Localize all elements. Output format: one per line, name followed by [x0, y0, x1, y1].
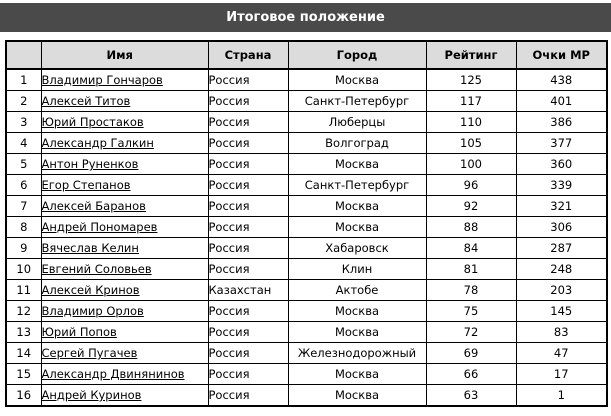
table-row [6, 91, 607, 112]
player-country: Россия [208, 69, 288, 91]
player-points: 339 [516, 175, 607, 196]
row-number: 14 [6, 343, 41, 364]
table-row [6, 385, 607, 407]
player-name-link[interactable]: Алексей Кринов [41, 283, 140, 297]
player-points: 377 [516, 133, 607, 154]
player-city: Москва [288, 322, 426, 343]
player-points: 438 [516, 69, 607, 91]
player-city: Актобе [288, 280, 426, 301]
player-name-cell [41, 154, 208, 175]
player-country: Россия [208, 343, 288, 364]
player-name-cell [41, 217, 208, 238]
player-city: Волгоград [288, 133, 426, 154]
table-row [6, 154, 607, 175]
row-number: 15 [6, 364, 41, 385]
player-name-link[interactable]: Александр Галкин [41, 136, 154, 150]
table-row [6, 301, 607, 322]
table-row [6, 364, 607, 385]
player-name-link[interactable]: Владимир Орлов [41, 304, 144, 318]
player-rating: 69 [426, 343, 516, 364]
player-city: Москва [288, 154, 426, 175]
table-row [6, 175, 607, 196]
player-name-cell [41, 112, 208, 133]
player-points: 203 [516, 280, 607, 301]
row-number: 2 [6, 91, 41, 112]
player-city: Москва [288, 364, 426, 385]
table-row [6, 343, 607, 364]
row-number: 3 [6, 112, 41, 133]
player-rating: 72 [426, 322, 516, 343]
player-rating: 78 [426, 280, 516, 301]
player-rating: 84 [426, 238, 516, 259]
player-points: 321 [516, 196, 607, 217]
player-city: Санкт-Петербург [288, 91, 426, 112]
player-city: Москва [288, 69, 426, 91]
row-number: 4 [6, 133, 41, 154]
player-points: 306 [516, 217, 607, 238]
player-rating: 88 [426, 217, 516, 238]
player-country: Россия [208, 133, 288, 154]
player-city: Клин [288, 259, 426, 280]
player-rating: 117 [426, 91, 516, 112]
row-number: 12 [6, 301, 41, 322]
player-rating: 92 [426, 196, 516, 217]
player-rating: 125 [426, 69, 516, 91]
row-number: 7 [6, 196, 41, 217]
table-row [6, 133, 607, 154]
header-name: Имя [41, 41, 208, 69]
player-name-cell [41, 301, 208, 322]
row-number: 6 [6, 175, 41, 196]
player-rating: 75 [426, 301, 516, 322]
player-rating: 66 [426, 364, 516, 385]
player-city: Железнодорожный [288, 343, 426, 364]
player-country: Россия [208, 322, 288, 343]
player-name-link[interactable]: Александр Двинянинов [41, 367, 185, 381]
player-points: 360 [516, 154, 607, 175]
player-country: Россия [208, 238, 288, 259]
player-rating: 100 [426, 154, 516, 175]
player-points: 47 [516, 343, 607, 364]
header-number [6, 41, 41, 69]
player-name-link[interactable]: Юрий Простаков [41, 115, 144, 129]
row-number: 10 [6, 259, 41, 280]
row-number: 8 [6, 217, 41, 238]
player-name-cell [41, 196, 208, 217]
row-number: 5 [6, 154, 41, 175]
row-number: 13 [6, 322, 41, 343]
player-name-cell [41, 91, 208, 112]
player-country: Россия [208, 259, 288, 280]
player-points: 17 [516, 364, 607, 385]
table-row [6, 238, 607, 259]
table-row [6, 69, 607, 91]
header-city: Город [288, 41, 426, 69]
player-name-cell [41, 259, 208, 280]
player-city: Москва [288, 217, 426, 238]
player-points: 287 [516, 238, 607, 259]
player-name-cell [41, 133, 208, 154]
player-rating: 63 [426, 385, 516, 407]
player-country: Россия [208, 196, 288, 217]
table-row [6, 322, 607, 343]
player-name-cell [41, 238, 208, 259]
player-country: Россия [208, 154, 288, 175]
player-country: Казахстан [208, 280, 288, 301]
page-title: Итоговое положение [0, 3, 611, 32]
row-number: 9 [6, 238, 41, 259]
row-number: 11 [6, 280, 41, 301]
row-number: 16 [6, 385, 41, 407]
player-country: Россия [208, 91, 288, 112]
header-points: Очки МР [516, 41, 607, 69]
player-points: 1 [516, 385, 607, 407]
player-name-link[interactable]: Андрей Пономарев [41, 220, 158, 234]
player-points: 386 [516, 112, 607, 133]
player-points: 145 [516, 301, 607, 322]
player-points: 248 [516, 259, 607, 280]
header-rating: Рейтинг [426, 41, 516, 69]
table-row [6, 217, 607, 238]
player-points: 401 [516, 91, 607, 112]
player-country: Россия [208, 364, 288, 385]
player-name-link[interactable]: Егор Степанов [41, 178, 131, 192]
player-country: Россия [208, 175, 288, 196]
player-city: Люберцы [288, 112, 426, 133]
player-name-cell [41, 322, 208, 343]
player-country: Россия [208, 112, 288, 133]
player-name-link[interactable]: Евгений Соловьев [41, 262, 152, 276]
header-country: Страна [208, 41, 288, 69]
player-name-link[interactable]: Алексей Титов [41, 94, 131, 108]
player-name-link[interactable]: Владимир Гончаров [41, 73, 163, 87]
player-city: Москва [288, 196, 426, 217]
player-country: Россия [208, 385, 288, 407]
player-name-link[interactable]: Вячеслав Келин [41, 241, 139, 255]
player-name-cell [41, 364, 208, 385]
table-row [6, 259, 607, 280]
player-name-link[interactable]: Сергей Пугачев [41, 346, 138, 360]
player-name-cell [41, 69, 208, 91]
player-name-cell [41, 385, 208, 407]
player-name-cell [41, 343, 208, 364]
row-number: 1 [6, 69, 41, 91]
player-city: Санкт-Петербург [288, 175, 426, 196]
player-name-link[interactable]: Юрий Попов [41, 325, 117, 339]
table-header-row [6, 41, 607, 69]
player-rating: 81 [426, 259, 516, 280]
player-city: Москва [288, 301, 426, 322]
table-row [6, 280, 607, 301]
player-name-link[interactable]: Андрей Куринов [41, 388, 142, 402]
player-country: Россия [208, 217, 288, 238]
player-country: Россия [208, 301, 288, 322]
player-rating: 96 [426, 175, 516, 196]
player-name-cell [41, 280, 208, 301]
player-points: 83 [516, 322, 607, 343]
table-row [6, 196, 607, 217]
player-rating: 105 [426, 133, 516, 154]
player-name-cell [41, 175, 208, 196]
player-rating: 110 [426, 112, 516, 133]
player-city: Хабаровск [288, 238, 426, 259]
table-row [6, 112, 607, 133]
player-city: Москва [288, 385, 426, 407]
player-name-link[interactable]: Антон Руненков [41, 157, 139, 171]
standings-table [5, 40, 608, 407]
player-name-link[interactable]: Алексей Баранов [41, 199, 146, 213]
